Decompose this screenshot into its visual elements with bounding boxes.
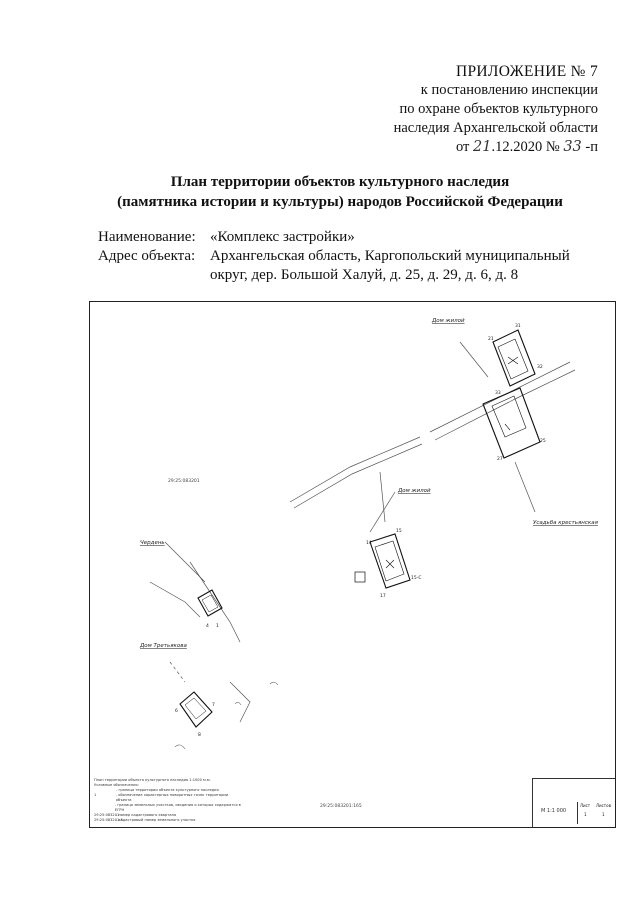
document-title — [60, 172, 620, 212]
date-rest: .12.2020 № — [491, 139, 560, 155]
object-info — [98, 228, 600, 285]
point-number: 33 — [495, 391, 501, 396]
territory-outline-house-tretyakova — [180, 692, 212, 727]
territory-plan-map — [89, 301, 616, 828]
legend-item: 1 - обозначение характерных поворотных точек территории объекта — [94, 793, 229, 802]
appendix-number: ПРИЛОЖЕНИЕ № 7 — [455, 63, 598, 80]
appendix-header — [338, 62, 598, 157]
parcel-boundaries — [150, 342, 575, 722]
map-legend — [94, 778, 244, 823]
legend-item: - граница земельных участков, сведения о которых содержатся в ЕГРН — [114, 803, 241, 812]
point-number: 14 — [366, 541, 372, 546]
name-row — [98, 228, 600, 247]
title-line-1: План территории объектов культурного наследия — [170, 174, 510, 190]
boundary-line — [230, 682, 250, 722]
header-line-2: по охране объектов культурного — [399, 101, 598, 117]
address-value: Архангельская область, Каргопольский муниципальный округ, дер. Большой Халуй, д. 25, д. 29, д. 6, д. 8 — [210, 248, 570, 283]
point-number: 32 — [537, 365, 543, 370]
title-block — [532, 778, 615, 827]
address-label: Адрес объекта: — [98, 248, 196, 264]
title-block-scale: М 1:1 000 — [541, 808, 567, 814]
road-line — [435, 370, 575, 440]
point-number: 25 — [540, 439, 546, 444]
label-house-1: Дом жилой — [432, 318, 465, 324]
territory-outline-estate — [483, 388, 540, 458]
point-number: 21 — [488, 337, 494, 342]
minor-marks — [175, 682, 278, 749]
leader-line — [165, 542, 205, 582]
header-date-line — [338, 138, 598, 157]
territory-outline-barn — [198, 590, 222, 616]
road-line — [294, 444, 422, 508]
header-line-1: к постановлению инспекции — [420, 82, 598, 98]
resolution-suffix: -п — [585, 139, 598, 155]
point-number: 8 — [198, 733, 201, 738]
point-number: 1 — [216, 624, 219, 629]
territory-outline-house-2 — [355, 534, 410, 588]
point-number: 15 — [396, 529, 402, 534]
title-line-2: (памятника истории и культуры) народов Российской Федерации — [117, 194, 563, 210]
label-house-2: Дом жилой — [398, 488, 431, 494]
label-barn: Чердень — [140, 540, 165, 546]
title-block-sheet-cells: Лист Листов 1 1 — [577, 802, 614, 824]
point-number: 4 — [206, 624, 209, 629]
legend-item: 29:25:083201:5 - кадастровый номер земельного участка — [94, 818, 196, 822]
label-estate: Усадьба крестьянская — [533, 520, 598, 526]
boundary-line — [170, 662, 185, 682]
resolution-number-handwritten: 33 — [563, 139, 582, 155]
point-number: 27 — [497, 457, 503, 462]
point-number: 17 — [380, 594, 386, 599]
cadastre-block-bottom: 29:25:083201:165 — [320, 804, 362, 809]
legend-item: 29:25:083201 - номер кадастрового квартала — [94, 813, 177, 817]
point-number: 7 — [212, 703, 215, 708]
label-house-tretyakova: Дом Третьякова — [140, 643, 187, 649]
territory-outline-house-1 — [493, 330, 535, 386]
leader-line — [460, 342, 488, 377]
name-label: Наименование: — [98, 229, 196, 245]
point-number: 15-С — [411, 576, 422, 581]
legend-title: План территории объекта культурного наследия 1:1000 м.м. — [94, 778, 211, 782]
boundary-line — [150, 582, 200, 617]
address-row — [98, 247, 600, 285]
leader-line — [515, 462, 535, 512]
date-day-handwritten: 21 — [473, 139, 492, 155]
header-line-3: наследия Архангельской области — [393, 120, 598, 136]
cadastre-block-top: 29:25:083201 — [168, 479, 200, 484]
legend-subtitle: Условные обозначения: — [94, 783, 139, 787]
legend-item: - граница территории объекта культурного наследия — [116, 788, 219, 792]
map-drawing — [90, 302, 615, 827]
date-prefix: от — [456, 139, 470, 155]
name-value: «Комплекс застройки» — [210, 229, 355, 245]
point-number: 6 — [175, 709, 178, 714]
point-number: 31 — [515, 324, 521, 329]
